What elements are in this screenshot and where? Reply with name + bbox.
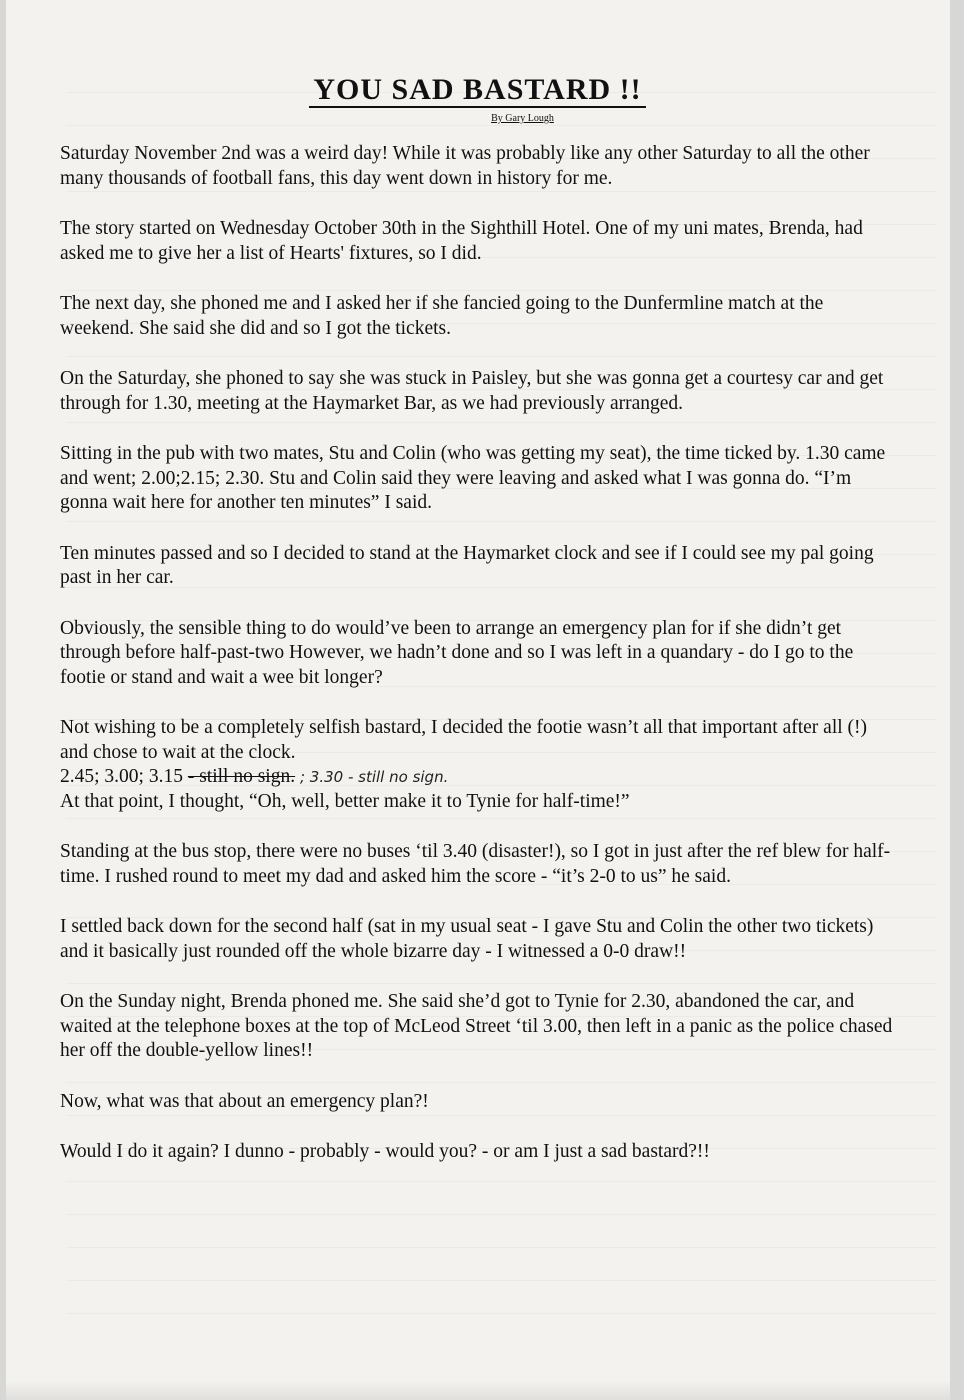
- show-through-line: [66, 1248, 936, 1281]
- times-line: [60, 765, 895, 790]
- paragraph-12: Now, what was that about an emergency plan?!: [60, 1090, 429, 1112]
- show-through-line: [66, 1314, 936, 1340]
- paragraph-4: On the Saturday, she phoned to say she was stuck in Paisley, but she was gonna get a courtesy car and get through for 1.30, meeting at the Haymarket Bar, as we had previously arranged.: [60, 368, 884, 414]
- paragraph-8: Not wishing to be a completely selfish bastard, I decided the footie wasn’t all that important after all (!) and chose to wait at the clock.: [60, 717, 868, 763]
- show-through-line: [66, 1215, 936, 1248]
- article-title: YOU SAD BASTARD !!: [60, 72, 895, 108]
- paragraph-5: Sitting in the pub with two mates, Stu and Colin (who was getting my seat), the time ticked by. 1.30 came and went; 2.00;2.15; 2.30. Stu and Colin said they were leaving and asked what I was gonna do. “I’m gonna wait here for another ten minutes” I said.: [60, 443, 886, 513]
- paragraph-after-times: At that point, I thought, “Oh, well, better make it to Tynie for half-time!”: [60, 790, 630, 812]
- page-edge-shadow: [6, 1380, 950, 1400]
- paragraph-7: Obviously, the sensible thing to do would’ve been to arrange an emergency plan for if she didn’t get through before half-past-two However, we hadn’t done and so I was left in a quandary - do I go to the footie or stand and wait a wee bit longer?: [60, 617, 854, 688]
- paragraph-11: On the Sunday night, Brenda phoned me. She said she’d got to Tynie for 2.30, abandoned the car, and waited at the telephone boxes at the top of McLeod Street ‘til 3.00, then left in a panic as the police chased her off the double-yellow lines!!: [60, 991, 893, 1061]
- paragraph-2: The story started on Wednesday October 30th in the Sighthill Hotel. One of my uni mates, Brenda, had asked me to give her a list of Hearts' fixtures, so I did.: [60, 218, 863, 264]
- times-struck-text: - still no sign.: [187, 766, 296, 787]
- paragraph-3: The next day, she phoned me and I asked her if she fancied going to the Dunfermline match at the weekend. She said she did and so I got the tickets.: [60, 293, 824, 339]
- paragraph-9: Standing at the bus stop, there were no buses ‘til 3.40 (disaster!), so I got in just after the ref blew for half-time. I rushed round to meet my dad and asked him the score - “it’s 2-0 to us” he said.: [60, 841, 891, 887]
- paragraph-1: Saturday November 2nd was a weird day! While it was probably like any other Saturday to all the other many thousands of football fans, this day went down in history for me.: [60, 143, 870, 189]
- show-through-line: [66, 1281, 936, 1314]
- paragraph-13: Would I do it again? I dunno - probably - would you? - or am I just a sad bastard?!!: [60, 1141, 710, 1162]
- times-printed: 2.45; 3.00; 3.15: [60, 766, 183, 787]
- article: [60, 72, 895, 1191]
- paragraph-6: Ten minutes passed and so I decided to stand at the Haymarket clock and see if I could see my pal going past in her car.: [60, 542, 874, 588]
- handwritten-annotation: ; 3.30 - still no sign.: [299, 768, 449, 786]
- paragraph-10: I settled back down for the second half (sat in my usual seat - I gave Stu and Colin the other two tickets) and it basically just rounded off the whole bizarre day - I witnessed a 0-0 draw!!: [60, 916, 874, 962]
- document-page: [6, 0, 950, 1400]
- article-byline: By Gary Lough: [491, 113, 554, 124]
